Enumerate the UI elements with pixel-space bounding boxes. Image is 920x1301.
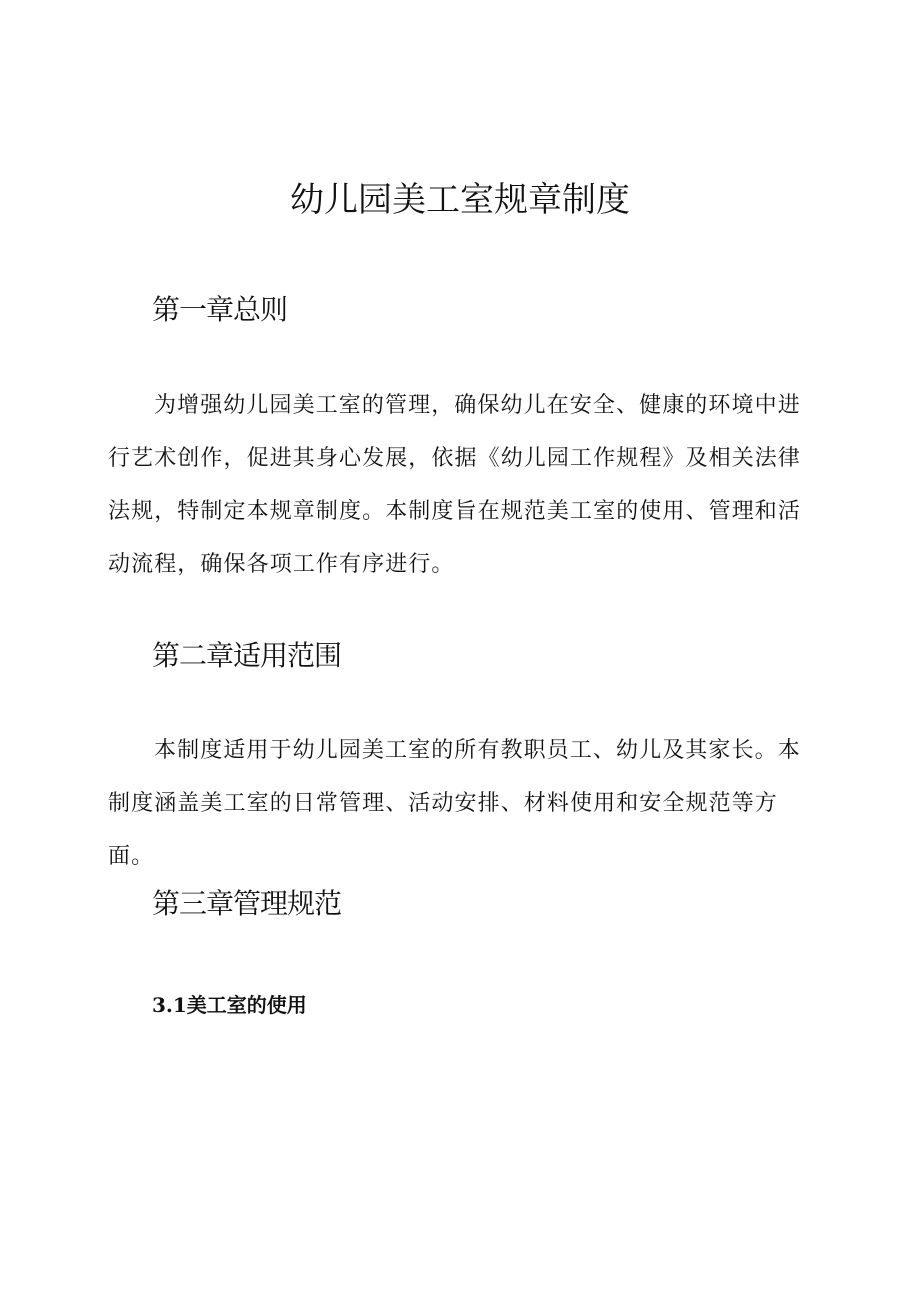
chapter-1-paragraph: 为增强幼儿园美工室的管理，确保幼儿在安全、健康的环境中进行艺术创作，促进其身心发展，依据《幼儿园工作规程》及相关法律法规，特制定本规章制度。本制度旨在规范美工室的使用、管理和活动流程，确保各项工作有序进行。 [108,393,802,577]
chapter-2-paragraph: 本制度适用于幼儿园美工室的所有教职员工、幼儿及其家长。本制度涵盖美工室的日常管理、活动安排、材料使用和安全规范等方面。 [108,738,801,869]
chapter-1-heading: 第一章总则 [152,293,288,326]
chapter-3-heading: 第三章管理规范 [152,887,342,920]
section-3-1-heading: 3.1美工室的使用 [152,993,307,1017]
document-title: 幼儿园美工室规章制度 [290,180,630,220]
chapter-2-heading: 第二章适用范围 [152,639,342,672]
